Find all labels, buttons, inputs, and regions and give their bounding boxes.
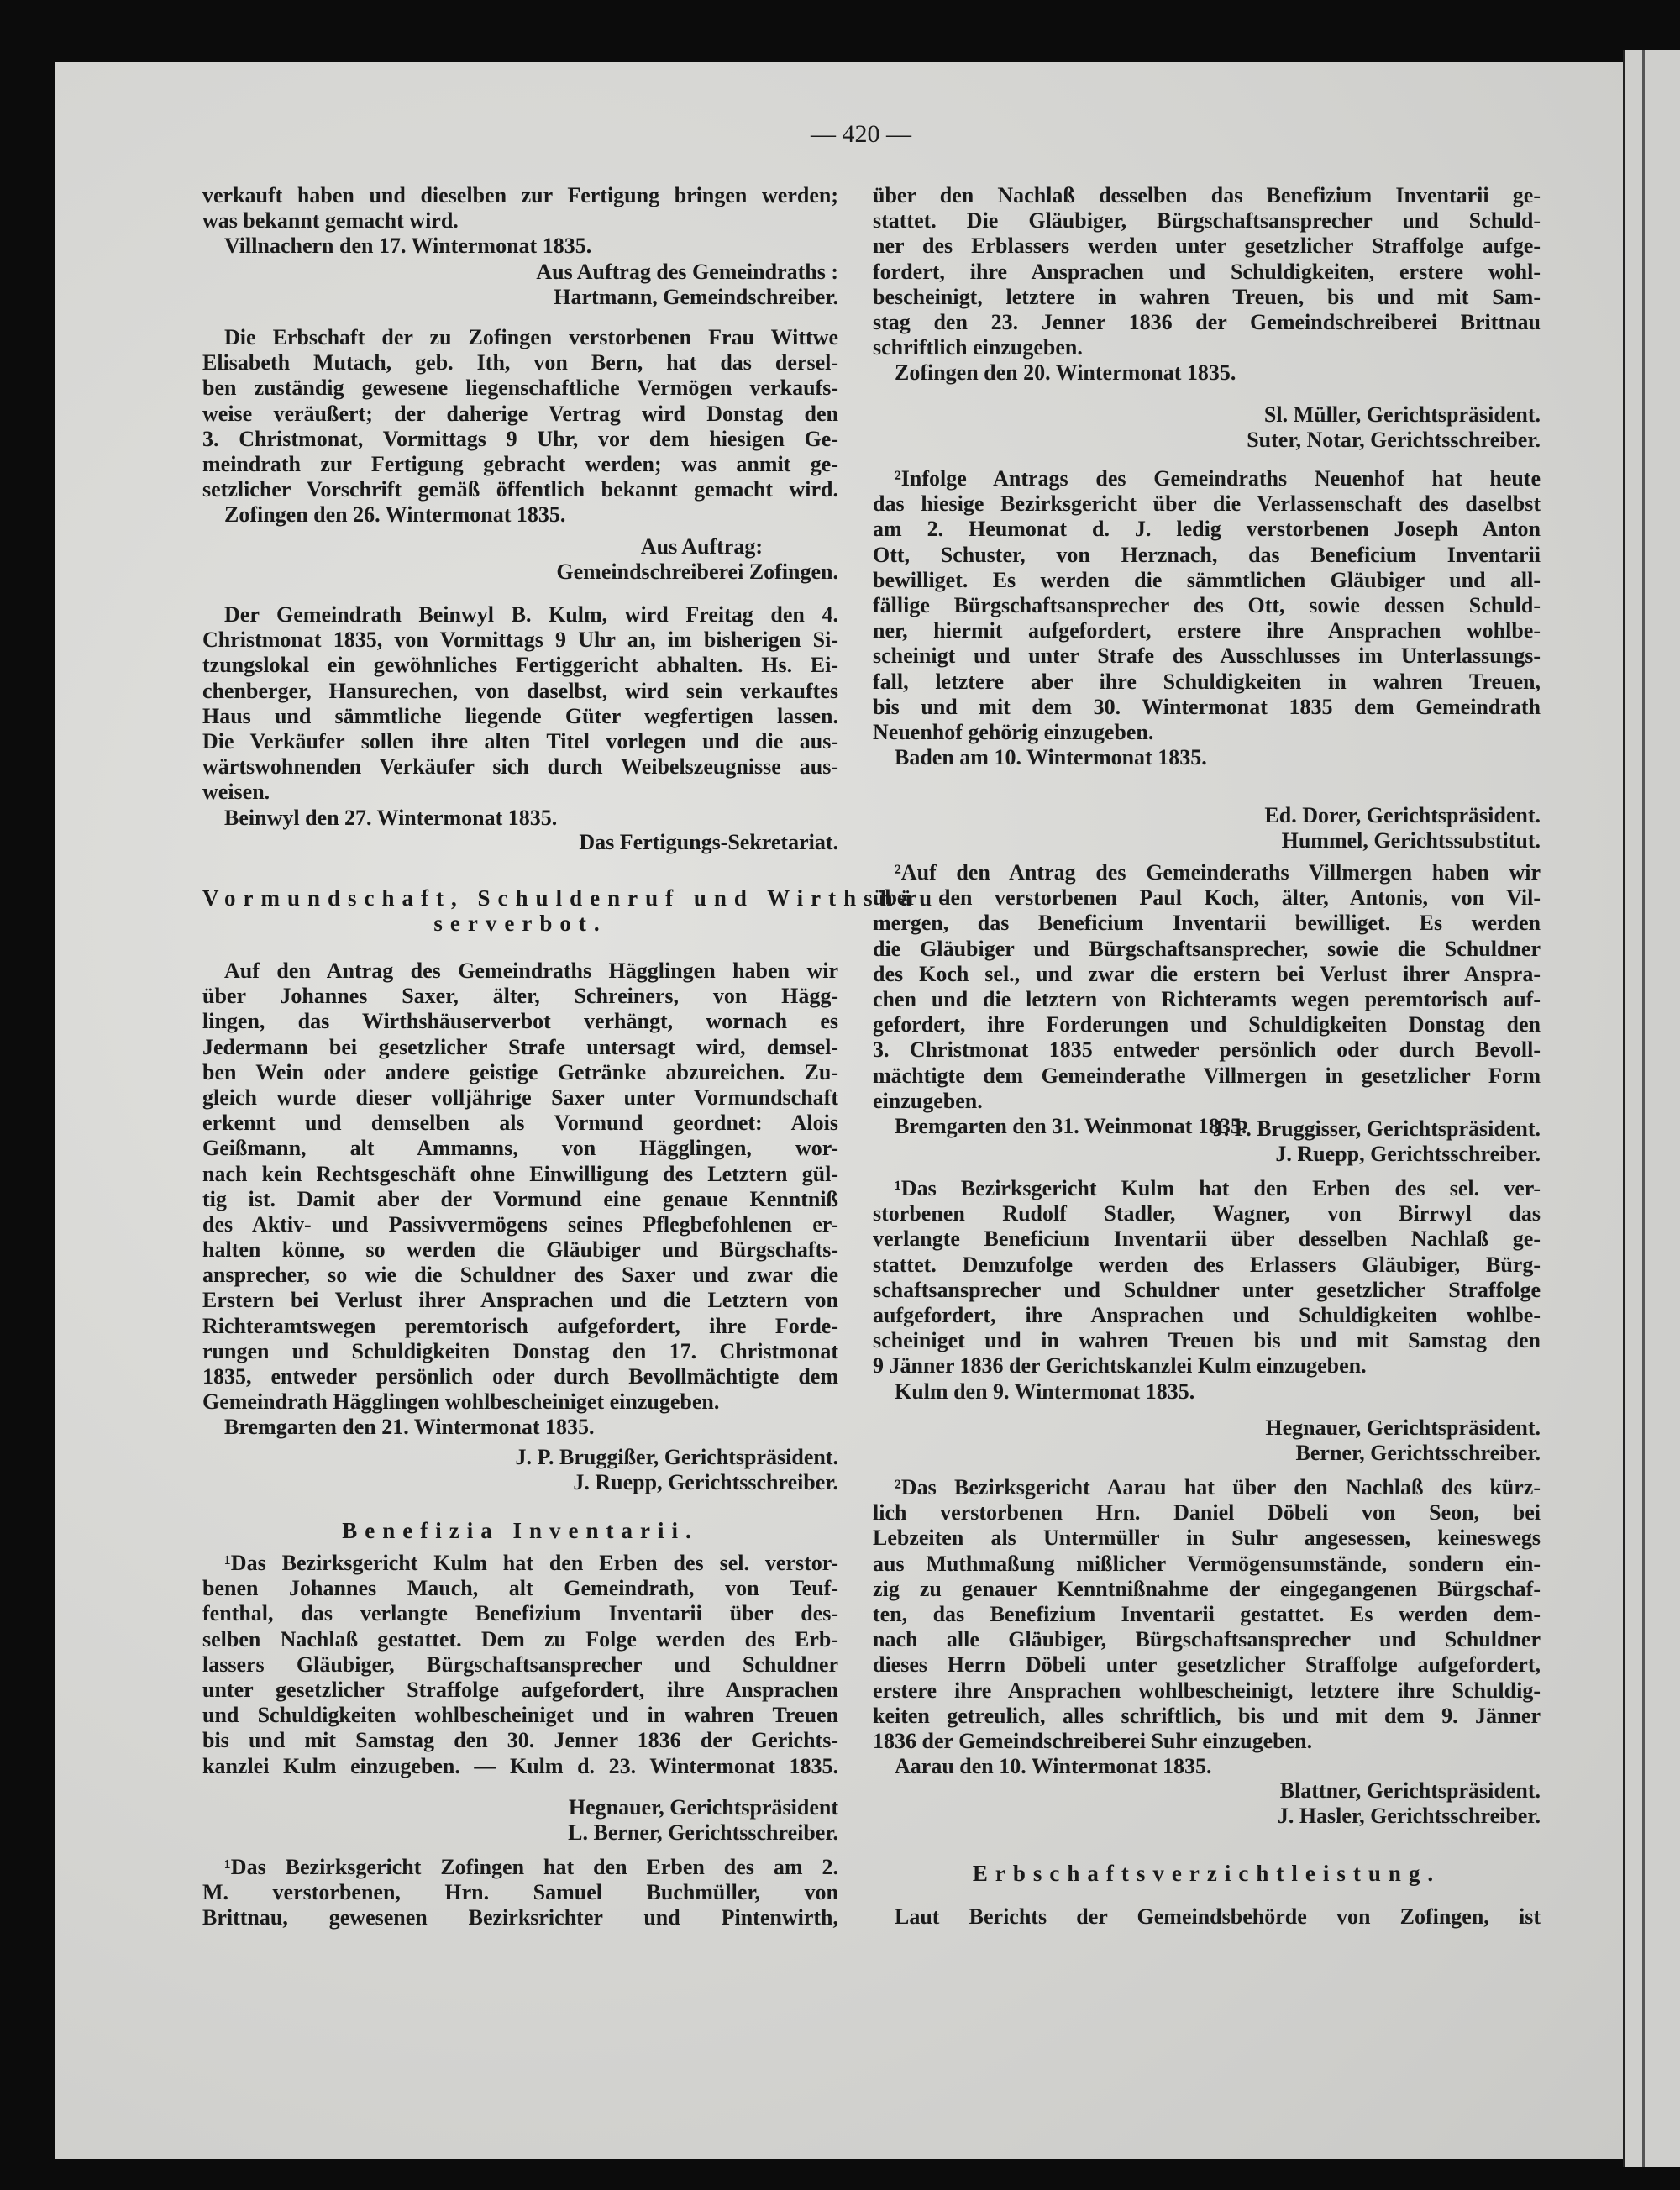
text-line: M. verstorbenen, Hrn. Samuel Buchmüller, von (202, 1880, 838, 1905)
notice-buchmueller (202, 1855, 838, 1931)
text-line: Gemeindrath Hägglingen wohlbescheiniget einzugeben. (202, 1389, 720, 1415)
text-line: Aus Auftrag des Gemeindraths : (536, 260, 838, 284)
notice-villnachern (202, 183, 838, 260)
text-line: selben Nachlaß gestattet. Dem zu Folge werden des Erb- (202, 1626, 838, 1652)
text-line: benen Johannes Mauch, alt Gemeindrath, von Teuf- (202, 1576, 838, 1601)
notice-mauch (202, 1551, 838, 1779)
text-line: Aarau den 10. Wintermonat 1835. (895, 1754, 1212, 1779)
text-line: die Gläubiger und Bürgschaftsansprecher, sowie die Schuldner (873, 936, 1541, 961)
text-line: gefordert, ihre Forderungen und Schuldigkeiten Donstag den (873, 1012, 1541, 1037)
notice-saxer (202, 958, 838, 1441)
text-line: 9 Jänner 1836 der Gerichtskanzlei Kulm einzugeben. (873, 1353, 1367, 1379)
text-line: fällige Bürgschaftsansprecher des Ott, sowie dessen Schuld- (873, 592, 1541, 617)
text-line: schaftsansprecher und Schuldner unter gesetzlicher Straffolge (873, 1277, 1541, 1302)
signature-fertigungs-sekretariat (202, 830, 838, 855)
text-line: Blattner, Gerichtspräsident. (1279, 1778, 1541, 1803)
text-line: lich verstorbenen Hrn. Daniel Döbeli von Seon, bei (873, 1500, 1541, 1526)
text-line: tig ist. Damit aber der Vormund eine genaue Kenntniß (202, 1186, 838, 1211)
text-line: Brittnau, gewesenen Bezirksrichter und Pintenwirth, (202, 1905, 838, 1930)
notice-stadler (873, 1176, 1541, 1405)
text-line: des Koch sel., und zwar die erstern bei Verlust ihrer Anspra- (873, 961, 1541, 986)
text-line: chenberger, Hansurechen, von daselbst, wird sein verkauftes (202, 678, 838, 703)
text-line: Gemeindschreiberei Zofingen. (556, 559, 838, 585)
section-heading-benefizia (202, 1517, 838, 1542)
text-line: Bremgarten den 31. Weinmonat 1835. (895, 1113, 1247, 1138)
page-number: — 420 — (811, 120, 911, 148)
text-line: Erstern bei Verlust ihrer Ansprachen und die Letztern von (202, 1288, 838, 1313)
text-line: Christmonat 1835, von Vormittags 9 Uhr an, im bisherigen Si- (202, 628, 838, 653)
text-line: erkennt und demselben als Vormund geordnet: Alois (202, 1111, 838, 1136)
signature-villnachern (202, 260, 838, 310)
signature-aarau (873, 1778, 1541, 1829)
notice-buchmueller-cont (873, 183, 1541, 386)
text-line: einzugeben. (873, 1088, 983, 1113)
text-line: ben Wein oder andere geistige Getränke abzureichen. Zu- (202, 1059, 838, 1084)
text-line: stag den 23. Jenner 1836 der Gemeindschreiberei Brittnau (873, 309, 1541, 334)
text-line: Hartmann, Gemeindschreiber. (554, 285, 838, 310)
text-line: Bremgarten den 21. Wintermonat 1835. (224, 1415, 595, 1440)
text-line: Beinwyl den 27. Wintermonat 1835. (224, 805, 558, 830)
text-line: halten könne, so werden die Gläubiger und Bürgschafts- (202, 1237, 838, 1263)
text-line: rungen und Schuldigkeiten Donstag den 17. Christmonat (202, 1338, 838, 1363)
text-line: serverbot. (433, 911, 607, 937)
text-line: Elisabeth Mutach, geb. Ith, von Bern, hat das dersel- (202, 350, 838, 376)
text-line: Hummel, Gerichtssubstitut. (1281, 828, 1541, 853)
text-line: bis und mit Samstag den 30. Jenner 1836 der Gerichts- (202, 1728, 838, 1753)
text-line: Kulm den 9. Wintermonat 1835. (895, 1379, 1195, 1404)
text-line: scheiniget und in wahren Treuen bis und mit Samstag den (873, 1328, 1541, 1353)
text-line: mergen, das Beneficium Inventarii bewilliget. Es werden (873, 911, 1541, 936)
text-line: tzungslokal ein gewöhnliches Fertiggericht abhalten. Hs. Ei- (202, 653, 838, 678)
text-line: Geißmann, alt Ammanns, von Hägglingen, wor- (202, 1136, 838, 1161)
notice-erbschaft-mutach (202, 325, 838, 528)
text-line: storbenen Rudolf Stadler, Wagner, von Birrwyl das (873, 1201, 1541, 1226)
text-line: nach alle Gläubiger, Bürgschaftsansprecher und Schuldner (873, 1627, 1541, 1652)
text-line: lassers Gläubiger, Bürgschaftsansprecher und Schuldner (202, 1652, 838, 1677)
text-line: ²Das Bezirksgericht Aarau hat über den Nachlaß des kürz- (895, 1475, 1541, 1499)
text-line: fordert, ihre Ansprachen und Schuldigkeiten, erstere wohl- (873, 259, 1541, 284)
text-line: unter gesetzlicher Straffolge aufgefordert, ihre Ansprachen (202, 1677, 838, 1702)
text-line: weise veräußert; der daherige Vertrag wird Donstag den (202, 401, 838, 426)
text-line: Jedermann bei gesetzlicher Strafe untersagt wird, demsel- (202, 1034, 838, 1059)
signature-zofingen-court (873, 402, 1541, 453)
text-line: ²Auf den Antrag des Gemeinderaths Villmergen haben wir (895, 860, 1541, 885)
text-line: dieses Herrn Döbeli unter gesetzlicher Straffolge aufgefordert, (873, 1652, 1541, 1678)
signature-kulm (202, 1795, 838, 1846)
text-line: verlangte Beneficium Inventarii über desselben Nachlaß ge- (873, 1226, 1541, 1252)
notice-zofingen-verzicht (873, 1904, 1541, 1930)
signature-bremgarten-2 (873, 1113, 1541, 1167)
text-line: Der Gemeindrath Beinwyl B. Kulm, wird Freitag den 4. (224, 602, 838, 627)
text-line: stattet. Demzufolge werden des Erlassers Gläubiger, Bürg- (873, 1252, 1541, 1277)
text-line: J. P. Bruggißer, Gerichtspräsident. (515, 1445, 838, 1469)
notice-ott (873, 466, 1541, 770)
signature-bremgarten (202, 1445, 838, 1495)
text-line: Die Verkäufer sollen ihre alten Titel vorlegen und die aus- (202, 728, 838, 754)
text-line: chen und die letztern von Richteramts wegen peremtorisch auf- (873, 986, 1541, 1011)
text-line: Hegnauer, Gerichtspräsident (568, 1795, 838, 1820)
text-line: lingen, das Wirthshäuserverbot verhängt, wornach es (202, 1009, 838, 1034)
text-line: das hiesige Bezirksgericht über die Verlassenschaft des daselbst (873, 491, 1541, 517)
notice-beinwyl (202, 602, 838, 831)
notice-doebeli (873, 1475, 1541, 1779)
text-line: Laut Berichts der Gemeindsbehörde von Zofingen, ist (895, 1904, 1541, 1929)
text-line: Neuenhof gehörig einzugeben. (873, 719, 1154, 744)
text-line: über den verstorbenen Paul Koch, älter, Antonis, von Vil- (873, 885, 1541, 911)
adjacent-page-edge (1623, 50, 1680, 2167)
text-line: 3. Christmonat 1835 entweder persönlich oder durch Bevoll- (873, 1037, 1541, 1063)
text-line: ansprecher, so wie die Schuldner des Saxer und zwar die (202, 1263, 838, 1288)
text-line: fall, letztere aber ihre Schuldigkeiten in wahren Treuen, (873, 669, 1541, 694)
text-line: Aus Auftrag: (640, 534, 763, 559)
text-line: ¹Das Bezirksgericht Kulm hat den Erben des sel. verstor- (224, 1551, 838, 1575)
text-line: 1835, entweder persönlich oder durch Bevollmächtigte dem (202, 1364, 838, 1389)
text-line: ben zuständig gewesene liegenschaftliche Vermögen verkaufs- (202, 376, 838, 401)
text-line: J. Ruepp, Gerichtsschreiber. (573, 1470, 838, 1495)
text-line: erstere ihre Ansprachen wohlbescheinigt, letztere ihre Schuldig- (873, 1678, 1541, 1703)
text-line: was bekannt gemacht wird. (202, 208, 459, 234)
text-line: setzlicher Vorschrift gemäß öffentlich bekannt gemacht wird. (202, 477, 838, 502)
text-line: Baden am 10. Wintermonat 1835. (895, 745, 1207, 770)
text-line: am 2. Heumonat d. J. ledig verstorbenen Joseph Anton (873, 517, 1541, 542)
text-line: gleich wurde dieser volljährige Saxer unter Vormundschaft (202, 1084, 838, 1110)
text-line: Suter, Notar, Gerichtsschreiber. (1247, 428, 1541, 453)
text-line: aus Muthmaßung mißlicher Vermögensumstände, sondern ein- (873, 1551, 1541, 1576)
text-line: J. Hasler, Gerichtsschreiber. (1277, 1804, 1541, 1829)
text-line: Haus und sämmtliche liegende Güter wegfertigen lassen. (202, 703, 838, 728)
text-line: schriftlich einzugeben. (873, 335, 1083, 360)
section-heading-vormundschaft (202, 885, 955, 937)
signature-baden (873, 803, 1541, 853)
text-line: über den Nachlaß desselben das Benefizium Inventarii ge- (873, 183, 1541, 207)
text-line: bewilliget. Es werden die sämmtlichen Gläubiger und all- (873, 567, 1541, 592)
text-line: 3. Christmonat, Vormittags 9 Uhr, vor dem hiesigen Ge- (202, 426, 838, 451)
text-line: J. Ruepp, Gerichtsschreiber. (1275, 1142, 1541, 1167)
signature-zofingen (202, 534, 838, 585)
text-line: nach kein Rechtsgeschäft ohne Einwilligung des Letztern gül- (202, 1161, 838, 1186)
text-line: stattet. Die Gläubiger, Bürgschaftsansprecher und Schuld- (873, 208, 1541, 234)
text-line: ner des Erblassers werden unter gesetzlicher Straffolge aufge- (873, 234, 1541, 259)
text-line: fenthal, das verlangte Benefizium Inventarii über des- (202, 1601, 838, 1626)
text-line: über Johannes Saxer, älter, Schreiners, von Hägg- (202, 984, 838, 1009)
text-line: Ott, Schuster, von Herznach, das Beneficium Inventarii (873, 542, 1541, 567)
text-line: des Aktiv- und Passivvermögens seines Pflegbefohlenen er- (202, 1211, 838, 1237)
text-line: Auf den Antrag des Gemeindraths Hägglingen haben wir (224, 958, 838, 983)
section-heading-erbschaftsverzicht (873, 1860, 1541, 1885)
text-line: kanzlei Kulm einzugeben. — Kulm d. 23. Wintermonat 1835. (202, 1753, 838, 1778)
text-line: ner, hiermit aufgefordert, erstere ihre Ansprachen wohlbe- (873, 618, 1541, 643)
signature-kulm-2 (873, 1415, 1541, 1466)
text-line: bescheinigt, letztere in wahren Treuen, bis und mit Sam- (873, 284, 1541, 309)
page-edge-line (1642, 50, 1645, 2167)
text-line: Richteramtswegen peremtorisch aufgefordert, ihre Forde- (202, 1313, 838, 1338)
text-line: mächtigte dem Gemeinderathe Villmergen in gesetzlicher Form (873, 1063, 1541, 1088)
text-line: keiten getreulich, alles schriftlich, bis und mit dem 9. Jänner (873, 1703, 1541, 1728)
text-line: verkauft haben und dieselben zur Fertigung bringen werden; (202, 183, 838, 207)
text-line: Das Fertigungs-Sekretariat. (579, 830, 838, 854)
text-line: aufgefordert, ihre Ansprachen und Schuldigkeiten wohlbe- (873, 1302, 1541, 1327)
text-line: und Schuldigkeiten wohlbescheiniget und in wahren Treuen (202, 1703, 838, 1728)
text-line: Berner, Gerichtsschreiber. (1295, 1441, 1541, 1466)
text-line: wärtswohnenden Verkäufer sich durch Weibelszeugnisse aus- (202, 754, 838, 780)
text-line: weisen. (202, 780, 270, 805)
text-line: Zofingen den 26. Wintermonat 1835. (224, 502, 566, 528)
text-line: zig zu genauer Kenntnißnahme der eingegangenen Bürgschaf- (873, 1576, 1541, 1601)
text-line: Lebzeiten als Untermüller in Suhr angesessen, keineswegs (873, 1526, 1541, 1551)
notice-koch (873, 860, 1541, 1139)
text-line: Hegnauer, Gerichtspräsident. (1265, 1415, 1541, 1440)
text-line: scheinigt und unter Strafe des Ausschlusses im Unterlassungs- (873, 643, 1541, 669)
text-line: J. P. Bruggisser, Gerichtspräsident. (1212, 1116, 1541, 1141)
text-line: Zofingen den 20. Wintermonat 1835. (895, 360, 1236, 386)
text-line: Benefizia Inventarii. (342, 1518, 699, 1543)
text-line: ²Infolge Antrags des Gemeindraths Neuenhof hat heute (895, 466, 1541, 491)
text-line: Erbschaftsverzichtleistung. (972, 1861, 1441, 1886)
text-line: Ed. Dorer, Gerichtspräsident. (1264, 803, 1541, 827)
text-line: L. Berner, Gerichtsschreiber. (568, 1820, 838, 1846)
text-line: ¹Das Bezirksgericht Kulm hat den Erben des sel. ver- (895, 1176, 1541, 1200)
text-line: ¹Das Bezirksgericht Zofingen hat den Erben des am 2. (224, 1855, 838, 1879)
text-line: meindrath zur Fertigung gebracht werden; was anmit ge- (202, 451, 838, 476)
text-line: ten, das Benefizium Inventarii gestattet. Es werden dem- (873, 1601, 1541, 1626)
text-line: bis und mit dem 30. Wintermonat 1835 dem Gemeindrath (873, 694, 1541, 719)
text-line: 1836 der Gemeindschreiberei Suhr einzugeben. (873, 1728, 1313, 1753)
text-line: Die Erbschaft der zu Zofingen verstorbenen Frau Wittwe (224, 325, 838, 349)
text-line: Vormundschaft, Schuldenruf und Wirthshäu- (202, 885, 955, 911)
text-line: Villnachern den 17. Wintermonat 1835. (224, 234, 592, 259)
text-line: Sl. Müller, Gerichtspräsident. (1263, 402, 1541, 427)
